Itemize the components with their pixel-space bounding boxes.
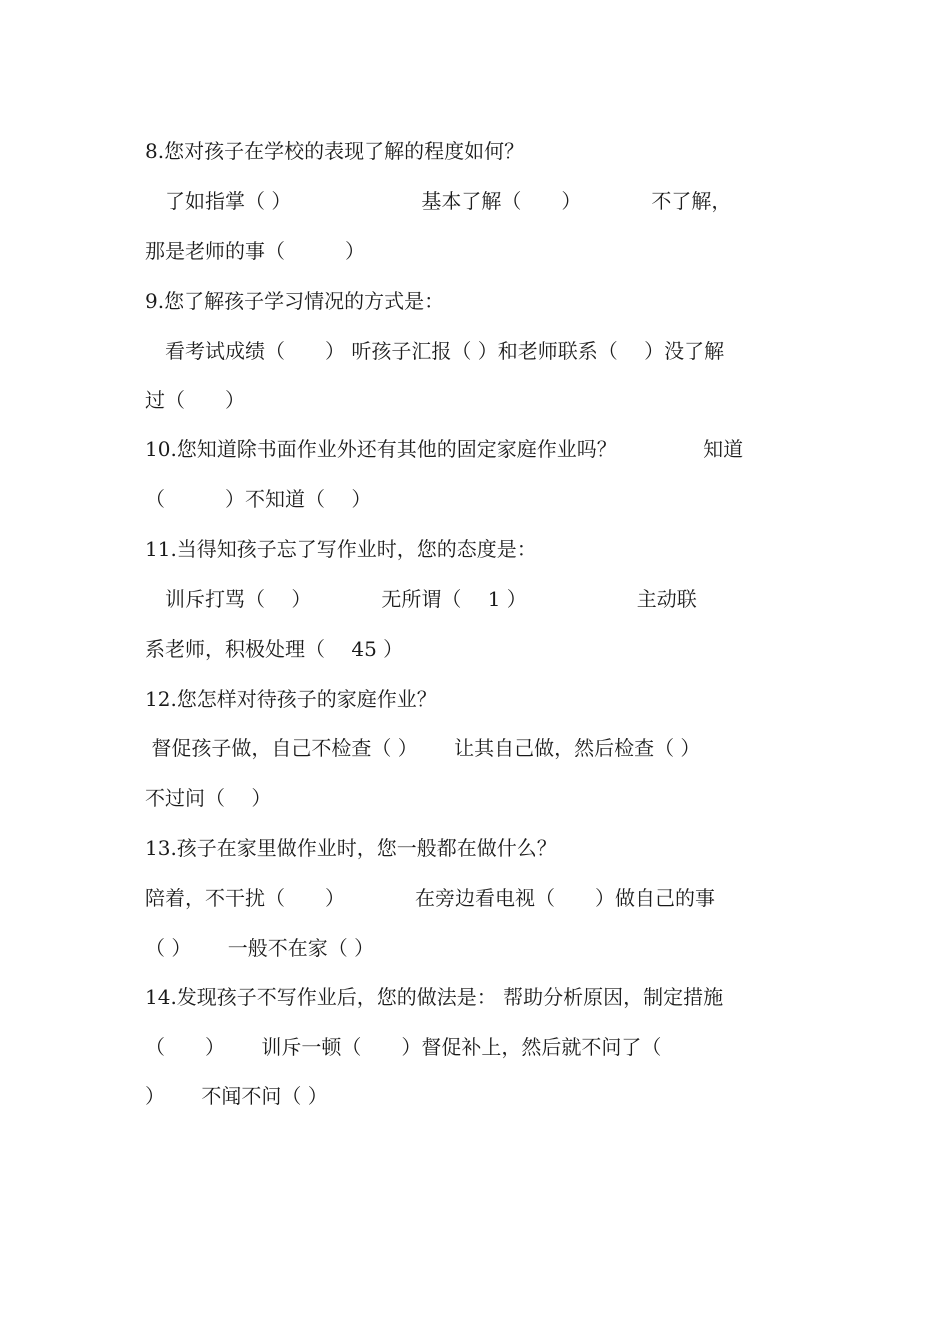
question-13-title: 13.孩子在家里做作业时，您一般都在做什么？ — [145, 836, 557, 860]
question-10-title: 10.您知道除书面作业外还有其他的固定家庭作业吗？ 知道 — [145, 437, 744, 461]
question-9-options: 看考试成绩（ ） 听孩子汇报（ ）和老师联系（ ）没了解 — [145, 339, 725, 363]
question-10-options: （ ）不知道（ ） — [145, 487, 372, 511]
question-11-options: 训斥打骂（ ） 无所谓（ 1 ） 主动联 — [145, 587, 697, 611]
question-8-options: 了如指掌（ ） 基本了解（ ） 不了解， — [145, 189, 732, 213]
question-13-options-cont: （ ） 一般不在家（ ） — [145, 936, 375, 960]
question-14-options-cont: ） 不闻不问（ ） — [145, 1084, 328, 1108]
question-14-title: 14.发现孩子不写作业后，您的做法是： 帮助分析原因，制定措施 — [145, 985, 724, 1009]
question-12-options: 督促孩子做，自己不检查（ ） 让其自己做，然后检查（ ） — [145, 736, 701, 760]
question-11-options-cont: 系老师，积极处理（ 45 ） — [145, 637, 404, 661]
question-11-title: 11.当得知孩子忘了写作业时，您的态度是： — [145, 537, 537, 561]
question-8-options-cont: 那是老师的事（ ） — [145, 239, 365, 263]
question-9-options-cont: 过（ ） — [145, 388, 245, 412]
question-13-options: 陪着，不干扰（ ） 在旁边看电视（ ）做自己的事 — [145, 886, 715, 910]
question-8-title: 8.您对孩子在学校的表现了解的程度如何？ — [145, 139, 525, 163]
question-9-title: 9.您了解孩子学习情况的方式是： — [145, 289, 445, 313]
question-12-options-cont: 不过问（ ） — [145, 786, 272, 810]
question-14-options: （ ） 训斥一顿（ ）督促补上，然后就不问了（ — [145, 1035, 662, 1059]
question-12-title: 12.您怎样对待孩子的家庭作业？ — [145, 687, 437, 711]
